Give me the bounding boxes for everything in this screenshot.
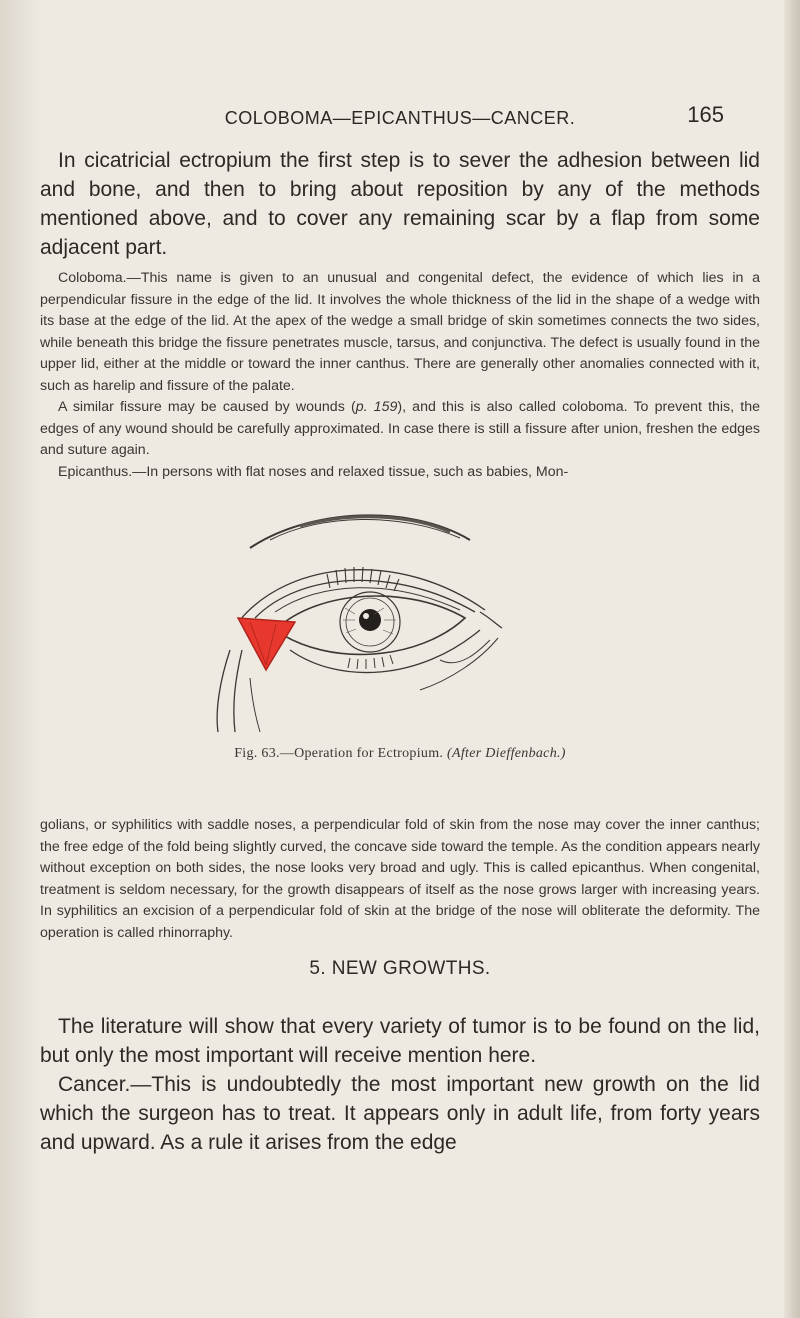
section-new-growths-body	[40, 1012, 760, 1157]
section-text-top	[40, 146, 760, 483]
running-head-title: COLOBOMA—EPICANTHUS—CANCER.	[224, 108, 576, 128]
page-number: 165	[687, 102, 724, 127]
coloboma-paragraph	[40, 268, 760, 397]
caption-credit: (After Dieffenbach.)	[447, 746, 566, 761]
epicanthus-paragraph-continued: golians, or syphilitics with saddle noses, a perpendicular fold of skin from the nose may cover the inner canthus; the free edge of the fold being slightly curved, the concave side toward the temple. As the condition appears nearly without exception on both sides, the nose looks very broad and ugly. This is called epicanthus. When congenital, treatment is seldom necessary, for the growth disappears of itself as the nose grows larger with increasing years. In syphilitics an excision of a perpendicular fold of skin at the bridge of the nose will obliterate the deformity. The operation is called rhinorraphy.	[40, 817, 760, 941]
coloboma-lead: Coloboma.	[58, 270, 127, 286]
eye-operation-illustration	[180, 500, 540, 735]
running-head	[40, 100, 760, 134]
epicanthus-paragraph-start	[40, 462, 760, 484]
section-heading-new-growths: 5. NEW GROWTHS.	[309, 958, 491, 979]
page-edge	[784, 0, 800, 1318]
coloboma-text: —This name is given to an unusual and congenital defect, the evidence of which lies in a perpendicular fissure in the edge of the lid. It involves the whole thickness of the lid in the shape of a wedge with its base at the edge of the lid. At the apex of the wedge a small bridge of skin sometimes connects the two sides, while beneath this bridge the fissure penetrates muscle, tarsus, and conjunctiva. The defect is usually found in the upper lid, either at the middle or toward the inner canthus. There are generally other anomalies connected with it, such as harelip and fissure of the palate.	[40, 270, 760, 394]
page-gutter-shade	[0, 0, 40, 1318]
similar-fissure-before: A similar fissure may be caused by wounds (	[58, 399, 356, 415]
epicanthus-text-before-figure: —In persons with flat noses and relaxed tissue, such as babies, Mon-	[132, 463, 569, 480]
cancer-lead: Cancer.	[58, 1073, 131, 1096]
cancer-text: —This is undoubtedly the most important new growth on the lid which the surgeon has to treat. It appears only in adult life, from forty years and upward. As a rule it arises from the edge	[40, 1073, 760, 1154]
red-flap-wedge	[238, 618, 295, 670]
figure-caption	[40, 746, 760, 762]
page-reference: p. 159	[355, 399, 398, 415]
intro-paragraph: In cicatricial ectropium the first step is to sever the adhesion between lid and bone, and then to bring about reposition by any of the methods mentioned above, and to cover any remaining scar by a flap from some adjacent part.	[40, 149, 760, 259]
similar-fissure-paragraph	[40, 397, 760, 462]
new-growths-intro: The literature will show that every variety of tumor is to be found on the lid, but only the most important will receive mention here.	[40, 1015, 760, 1067]
epicanthus-lead: Epicanthus.	[58, 463, 133, 480]
caption-label: Fig. 63.—Operation for Ectropium.	[234, 746, 444, 761]
cancer-paragraph	[40, 1070, 760, 1157]
similar-fissure-after: ), and this is also called coloboma. To prevent this, the edges of any wound should be carefully approximated. In case there is still a fissure after union, freshen the edges and suture again.	[40, 399, 760, 458]
section-text-after-figure	[40, 815, 760, 944]
